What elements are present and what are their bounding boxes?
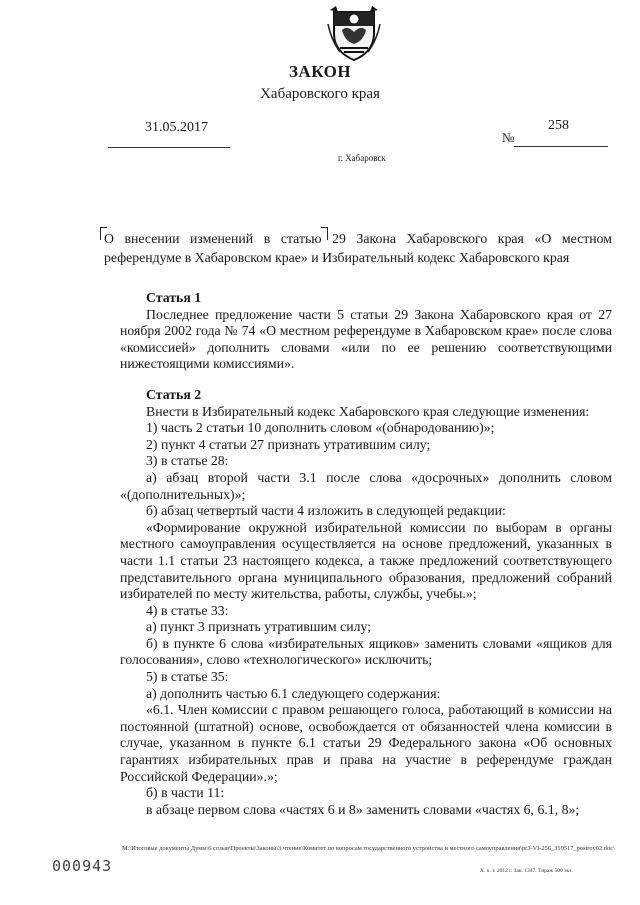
law-body xyxy=(120,290,612,818)
article-2-paragraph: а) пункт 3 признать утратившим силу; xyxy=(146,619,372,635)
number-label: № xyxy=(502,130,515,145)
law-date: 31.05.2017 xyxy=(145,120,208,135)
article-2-paragraph: 2) пункт 4 статьи 27 признать утратившим силу; xyxy=(146,436,431,452)
city: г. Хабаровск xyxy=(338,153,386,163)
article-2-paragraph: в абзаце первом слова «частях 6 и 8» заменить словами «частях 6, 6.1, 8»; xyxy=(146,801,580,817)
number-underline xyxy=(514,146,608,147)
article-2-paragraph: а) абзац второй части 3.1 после слова «досрочных» дополнить словом «(дополнительных)»; xyxy=(120,469,612,502)
law-title: ЗАКОН xyxy=(288,62,352,81)
article-2-paragraph: 3) в статье 28: xyxy=(146,453,229,469)
law-number: 258 xyxy=(548,118,569,133)
article-2-paragraph: Внести в Избирательный кодекс Хабаровского края следующие изменения: xyxy=(146,403,590,419)
file-path: M:\Итоговые документы Думы\6 созыв\Проекты\Законы\3 чтение\Комитет по вопросам государственного устройства и местного самоуправления\pr3-VI-256_310517_postroy02.doc\ xyxy=(122,845,615,852)
date-underline xyxy=(108,147,230,148)
article-2-heading: Статья 2 xyxy=(146,386,202,402)
article-2-paragraph: б) в пункте 6 слова «избирательных ящиков» заменить словами «ящиков для голосования», слово «технологического» исключить; xyxy=(120,635,612,668)
print-info: Х. к. т. 2012 г. Зак. 1347. Тираж 500 экз. xyxy=(480,868,573,874)
article-2-paragraph: «Формирование окружной избирательной комиссии по выборам в органы местного самоуправления осуществляется на основе предложений, указанных в части 1.1 статьи 23 настоящего кодекса, а также предложений соответствующего представительного органа муниципального образования, предложений собраний избирателей по месту жительства, работы, службы, учебы.»; xyxy=(120,519,612,602)
law-subject: О внесении изменений в статью 29 Закона Хабаровского края «О местном референдуме в Хабаровском крае» и Избирательный кодекс Хабаровского края xyxy=(104,231,612,265)
article-2-paragraph: 4) в статье 33: xyxy=(146,602,229,618)
region-name: Хабаровского края xyxy=(260,86,380,102)
coat-of-arms-icon xyxy=(326,4,382,62)
spacer xyxy=(120,373,612,387)
article-2-paragraph: «6.1. Член комиссии с правом решающего голоса, работающий в комиссии на постоянной (штатной) основе, освобождается от обязанностей члена комиссии в случае, указанном в пункте 6.1 статьи 29 Федерального закона «Об основных гарантиях избирательных прав и права на участие в референдуме граждан Российской Федерации».»; xyxy=(120,702,612,784)
article-1-heading: Статья 1 xyxy=(146,290,202,305)
stamp-number: 000943 xyxy=(52,857,113,875)
article-2-paragraph: б) в части 11: xyxy=(146,785,225,801)
article-2-paragraph: 5) в статье 35: xyxy=(146,669,229,685)
article-2-paragraph: а) дополнить частью 6.1 следующего содержания: xyxy=(146,685,441,701)
article-1-text: Последнее предложение части 5 статьи 29 Закона Хабаровского края от 27 ноября 2002 года № 74 «О местном референдуме в Хабаровском крае» после слова «комиссией» дополнить словами «или по ее решению соответствующими нижестоящими комиссиями». xyxy=(120,306,612,372)
article-2-paragraph: б) абзац четвертый части 4 изложить в следующей редакции: xyxy=(146,503,506,519)
article-2-paragraph: 1) часть 2 статьи 10 дополнить словом «(обнародованию)»; xyxy=(146,420,495,436)
